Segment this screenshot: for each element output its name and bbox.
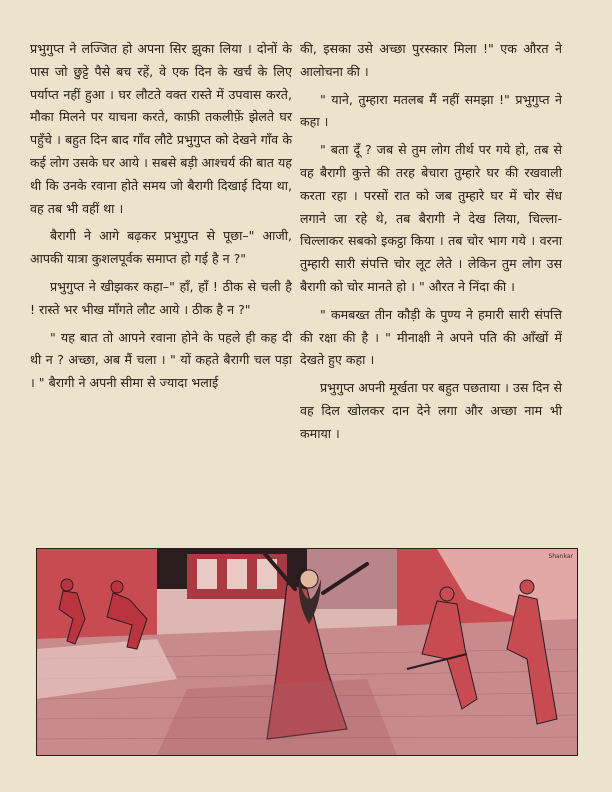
paragraph: " बता दूँ ? जब से तुम लोग तीर्थ पर गये हो, तब से वह बैरागी कुत्ते की तरह बेचारा तुम्हारे घर की रखवाली करता रहा । परसों रात को जब तुम्हारे घर में चोर सेंध लगाने जा रहे थे, तब बैरागी ने देख लिया, चिल्ला-चिल्लाकर सबको इकट्ठा किया । तब चोर भाग गये । वरना तुम्हारी सारी संपत्ति चोर लूट लेते । लेकिन तुम लोग उस बैरागी को चोर मानते हो । " औरत ने निंदा की । xyxy=(300,142,562,294)
left-text-column xyxy=(30,38,292,400)
paragraph: की, इसका उसे अच्छा पुरस्कार मिला !" एक औरत ने आलोचना की । xyxy=(300,41,562,79)
artist-signature: Shankar xyxy=(548,553,573,560)
paragraph: " यह बात तो आपने रवाना होने के पहले ही कह दी थी न ? अच्छा, अब मैं चला । " यों कहते बैरागी चल पड़ा । " बैरागी ने अपनी सीमा से ज्यादा भलाई xyxy=(30,329,292,391)
paragraph: " कमबख्त तीन कौड़ी के पुण्य ने हमारी सारी संपत्ति की रक्षा की है । " मीनाक्षी ने अपने पति की आँखों में देखते हुए कहा । xyxy=(300,306,562,368)
right-text-column xyxy=(300,38,562,451)
paragraph: प्रभुगुप्त अपनी मूर्खता पर बहुत पछताया । उस दिन से वह दिल खोलकर दान देने लगा और अच्छा नाम भी कमाया । xyxy=(300,380,562,441)
illustration-art xyxy=(37,549,577,755)
paragraph: " याने, तुम्हारा मतलब मैं नहीं समझा !" प्रभुगुप्त ने कहा । xyxy=(300,91,562,130)
paragraph: प्रभुगुप्त ने खीझकर कहा–" हाँ, हाँ ! ठीक से चली है ! रास्ते भर भीख माँगते लौट आये । ठीक है न ?" xyxy=(30,278,292,317)
paragraph: प्रभुगुप्त ने लज्जित हो अपना सिर झुका लिया । दोनों के पास जो छुट्टे पैसे बच रहें, वे एक दिन के खर्च के लिए पर्याप्त नहीं हुआ । घर लौटते वक्त रास्ते में उपवास करते, मौका मिलने पर याचना करते, काफ़ी तकलीफ़ें झेलते घर पहुँचे । बहुत दिन बाद गाँव लौटे प्रभुगुप्त को देखने गाँव के कई लोग उसके घर आये । सबसे बड़ी आश्चर्य की बात यह थी कि उनके रवाना होते समय जो बैरागी दिखाई दिया था, वह तब भी वहीं था । xyxy=(30,41,292,216)
paragraph: बैरागी ने आगे बढ़कर प्रभुगुप्त से पूछा–" आजी, आपकी यात्रा कुशलपूर्वक समाप्त हो गई है न ?" xyxy=(30,228,292,267)
story-illustration xyxy=(36,548,578,756)
